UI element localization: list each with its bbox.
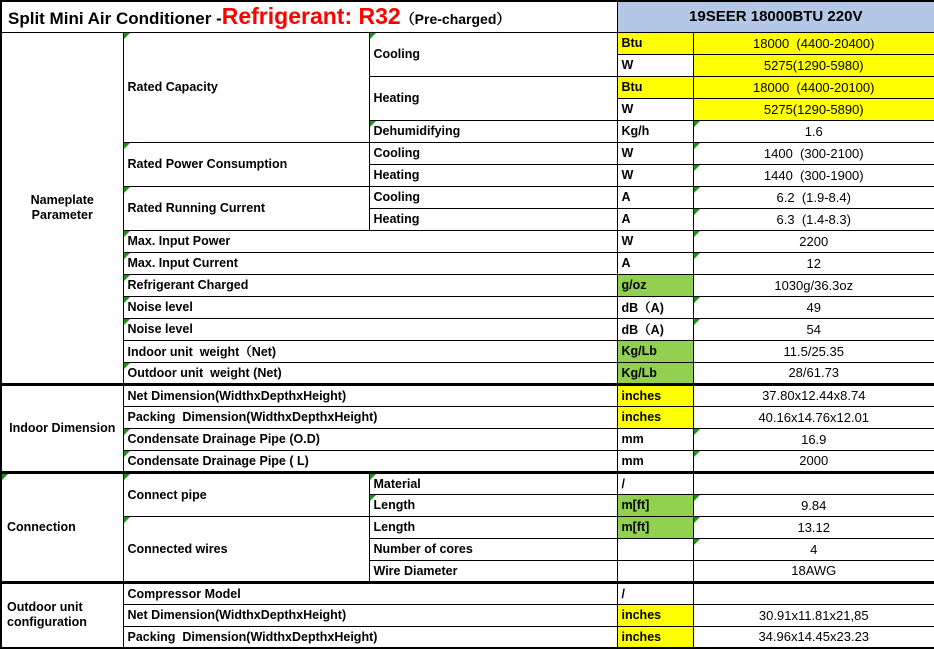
value-cell: 4 [693, 538, 934, 560]
unit-cell [617, 560, 693, 582]
subparam-cell: Number of cores [369, 538, 617, 560]
param-cell: Rated Capacity [123, 32, 369, 142]
value-cell: 5275(1290-5890) [693, 98, 934, 120]
unit-cell: mm [617, 428, 693, 450]
param-cell: Net Dimension(WidthxDepthxHeight) [123, 384, 617, 406]
table-row [1, 230, 934, 252]
value-cell: 30.91x11.81x21,85 [693, 604, 934, 626]
title-precharged: （Pre-charged） [400, 11, 511, 28]
value-cell: 49 [693, 296, 934, 318]
subparam-cell: Cooling [369, 142, 617, 164]
table-row [1, 362, 934, 384]
unit-cell: / [617, 472, 693, 494]
subparam-cell: Cooling [369, 186, 617, 208]
param-cell: Connect pipe [123, 472, 369, 516]
value-cell [693, 472, 934, 494]
subparam-cell: Heating [369, 208, 617, 230]
unit-cell: g/oz [617, 274, 693, 296]
param-cell: Rated Power Consumption [123, 142, 369, 186]
unit-cell: dB（A) [617, 296, 693, 318]
unit-cell: W [617, 54, 693, 76]
subparam-cell: Length [369, 516, 617, 538]
param-cell: Max. Input Current [123, 252, 617, 274]
unit-cell: A [617, 208, 693, 230]
param-cell: Packing Dimension(WidthxDepthxHeight) [123, 406, 617, 428]
title-product-name: Split Mini Air Conditioner - [8, 9, 222, 29]
unit-cell: inches [617, 626, 693, 648]
table-row [1, 604, 934, 626]
unit-cell: W [617, 164, 693, 186]
subparam-cell: Wire Diameter [369, 560, 617, 582]
table-row [1, 340, 934, 362]
table-row [1, 32, 934, 54]
unit-cell: mm [617, 450, 693, 472]
value-cell: 40.16x14.76x12.01 [693, 406, 934, 428]
model-header: 19SEER 18000BTU 220V [617, 1, 934, 32]
unit-cell [617, 538, 693, 560]
param-cell: Connected wires [123, 516, 369, 582]
value-cell: 1030g/36.3oz [693, 274, 934, 296]
unit-cell: dB（A) [617, 318, 693, 340]
param-cell: Max. Input Power [123, 230, 617, 252]
title-refrigerant: Refrigerant: R32 [221, 3, 401, 30]
value-cell: 54 [693, 318, 934, 340]
subparam-cell: Length [369, 494, 617, 516]
unit-cell: inches [617, 406, 693, 428]
value-cell: 28/61.73 [693, 362, 934, 384]
unit-cell: A [617, 252, 693, 274]
table-row [1, 318, 934, 340]
param-cell: Noise level [123, 318, 617, 340]
param-cell: Condensate Drainage Pipe (O.D) [123, 428, 617, 450]
unit-cell: Kg/Lb [617, 340, 693, 362]
value-cell: 18000 (4400-20400) [693, 32, 934, 54]
unit-cell: / [617, 582, 693, 604]
value-cell: 5275(1290-5980) [693, 54, 934, 76]
table-row [1, 516, 934, 538]
value-cell: 9.84 [693, 494, 934, 516]
subparam-cell: Material [369, 472, 617, 494]
value-cell: 13.12 [693, 516, 934, 538]
table-row [1, 384, 934, 406]
param-cell: Refrigerant Charged [123, 274, 617, 296]
value-cell: 6.3 (1.4-8.3) [693, 208, 934, 230]
table-row [1, 450, 934, 472]
table-row [1, 406, 934, 428]
group-cell: Connection [1, 472, 123, 582]
unit-cell: W [617, 142, 693, 164]
subparam-cell: Heating [369, 164, 617, 186]
table-row [1, 296, 934, 318]
subparam-cell: Dehumidifying [369, 120, 617, 142]
value-cell: 18000 (4400-20100) [693, 76, 934, 98]
param-cell: Compressor Model [123, 582, 617, 604]
unit-cell: m[ft] [617, 494, 693, 516]
value-cell: 6.2 (1.9-8.4) [693, 186, 934, 208]
page-title [1, 1, 617, 32]
table-row [1, 472, 934, 494]
value-cell: 18AWG [693, 560, 934, 582]
param-cell: Net Dimension(WidthxDepthxHeight) [123, 604, 617, 626]
param-cell: Indoor unit weight（Net) [123, 340, 617, 362]
value-cell: 37.80x12.44x8.74 [693, 384, 934, 406]
unit-cell: m[ft] [617, 516, 693, 538]
unit-cell: Kg/Lb [617, 362, 693, 384]
table-row [1, 142, 934, 164]
unit-cell: Btu [617, 32, 693, 54]
unit-cell: W [617, 230, 693, 252]
value-cell: 1.6 [693, 120, 934, 142]
group-cell: Indoor Dimension [1, 384, 123, 472]
group-cell: Nameplate Parameter [1, 32, 123, 384]
table-row [1, 582, 934, 604]
param-cell: Outdoor unit weight (Net) [123, 362, 617, 384]
table-row [1, 274, 934, 296]
param-cell: Rated Running Current [123, 186, 369, 230]
table-row [1, 252, 934, 274]
value-cell: 1400 (300-2100) [693, 142, 934, 164]
param-cell: Packing Dimension(WidthxDepthxHeight) [123, 626, 617, 648]
unit-cell: W [617, 98, 693, 120]
value-cell: 34.96x14.45x23.23 [693, 626, 934, 648]
value-cell: 11.5/25.35 [693, 340, 934, 362]
value-cell: 16.9 [693, 428, 934, 450]
group-cell: Outdoor unit configuration [1, 582, 123, 648]
unit-cell: Btu [617, 76, 693, 98]
unit-cell: A [617, 186, 693, 208]
table-row [1, 186, 934, 208]
unit-cell: inches [617, 604, 693, 626]
value-cell: 2200 [693, 230, 934, 252]
spec-table-body [1, 32, 934, 648]
value-cell: 12 [693, 252, 934, 274]
param-cell: Condensate Drainage Pipe ( L) [123, 450, 617, 472]
header-row [1, 1, 934, 32]
value-cell: 1440 (300-1900) [693, 164, 934, 186]
value-cell: 2000 [693, 450, 934, 472]
value-cell [693, 582, 934, 604]
subparam-cell: Cooling [369, 32, 617, 76]
table-row [1, 428, 934, 450]
param-cell: Noise level [123, 296, 617, 318]
unit-cell: inches [617, 384, 693, 406]
table-row [1, 626, 934, 648]
unit-cell: Kg/h [617, 120, 693, 142]
subparam-cell: Heating [369, 76, 617, 120]
